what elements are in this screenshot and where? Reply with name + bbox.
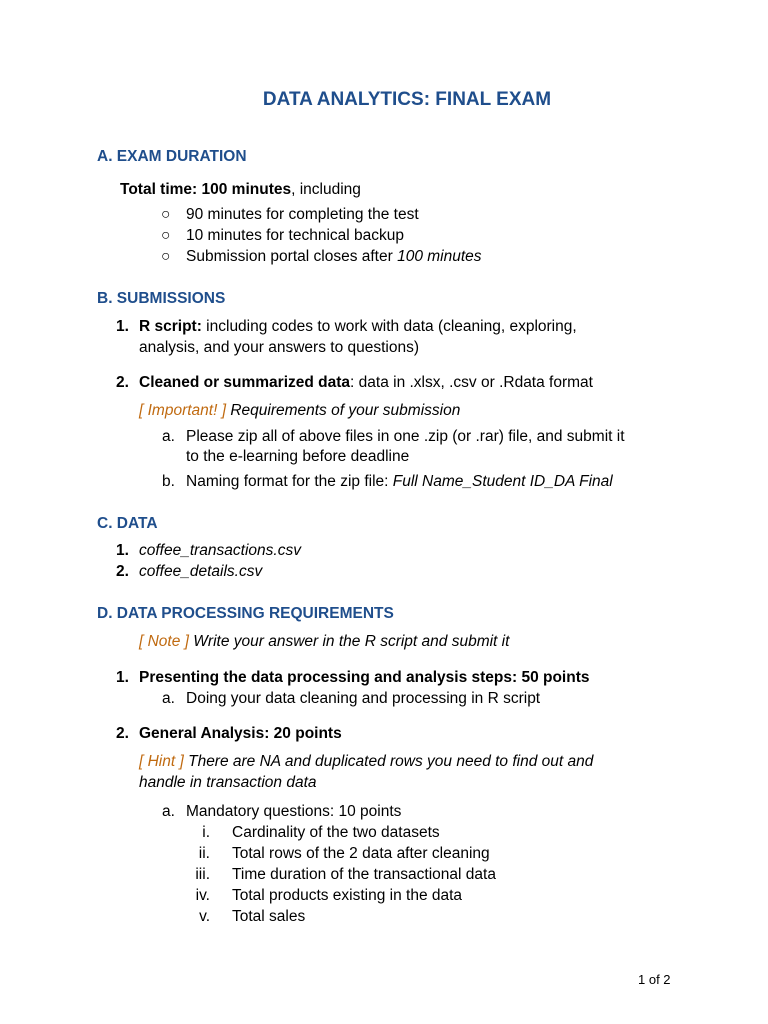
section-d-heading: D. DATA PROCESSING REQUIREMENTS: [97, 605, 394, 622]
r-script-desc: including codes to work with data (cleaning, exploring,: [201, 318, 577, 335]
sub-letter: a.: [162, 428, 175, 445]
note-tag: [ Note ]: [139, 633, 189, 650]
total-time-bold: Total time: 100 minutes: [120, 181, 292, 198]
roman-number: ii.: [198, 845, 210, 862]
question-item: Total sales: [232, 908, 306, 925]
page-number: 1 of 2: [638, 972, 671, 987]
r-script-desc-line2: analysis, and your answers to questions): [139, 339, 420, 356]
section-a-heading: A. EXAM DURATION: [97, 148, 247, 165]
important-note: [139, 401, 460, 421]
question-item: Cardinality of the two datasets: [232, 824, 440, 841]
processing-steps-item: Presenting the data processing and analysis steps: 50 points: [139, 669, 590, 686]
roman-number: iii.: [195, 866, 210, 883]
sub-letter: a.: [162, 803, 175, 820]
list-number: 2.: [116, 374, 129, 391]
naming-format-text: Naming format for the zip file:: [186, 473, 393, 490]
sub-letter: b.: [162, 473, 175, 490]
section-c-heading: C. DATA: [97, 515, 158, 532]
r-script-label: R script:: [139, 318, 202, 335]
zip-instruction: Please zip all of above files in one .zip (or .rar) file, and submit it: [186, 428, 625, 445]
r-script-item: [139, 317, 577, 337]
list-number: 1.: [116, 542, 129, 559]
bullet-italic: 100 minutes: [397, 248, 482, 265]
cleaned-data-label: Cleaned or summarized data: [139, 374, 351, 391]
important-tag: [ Important! ]: [139, 402, 227, 419]
roman-number: v.: [199, 908, 210, 925]
cleaned-data-item: [139, 373, 593, 393]
cleaned-data-desc: : data in .xlsx, .csv or .Rdata format: [350, 374, 593, 391]
file-name: coffee_transactions.csv: [139, 542, 301, 559]
question-item: Time duration of the transactional data: [232, 866, 496, 883]
sub-letter: a.: [162, 690, 175, 707]
note-text: Write your answer in the R script and submit it: [188, 633, 510, 650]
list-number: 2.: [116, 725, 129, 742]
list-number: 1.: [116, 669, 129, 686]
note-line: [139, 632, 509, 652]
page-title: DATA ANALYTICS: FINAL EXAM: [262, 89, 552, 110]
bullet-item: 90 minutes for completing the test: [186, 206, 419, 223]
section-b-heading: B. SUBMISSIONS: [97, 290, 226, 307]
zip-instruction-line2: to the e-learning before deadline: [186, 448, 410, 465]
total-time-line: [120, 180, 361, 200]
hint-text: There are NA and duplicated rows you need to find out and: [183, 753, 594, 770]
list-number: 2.: [116, 563, 129, 580]
total-time-rest: , including: [291, 181, 361, 198]
hint-tag: [ Hint ]: [139, 753, 184, 770]
hint-line2: handle in transaction data: [139, 774, 317, 791]
roman-number: iv.: [195, 887, 210, 904]
general-analysis-item: General Analysis: 20 points: [139, 725, 342, 742]
hint-line: [139, 752, 593, 772]
list-number: 1.: [116, 318, 129, 335]
important-text: Requirements of your submission: [226, 402, 461, 419]
bullet-icon: ○: [161, 227, 171, 244]
bullet-icon: ○: [161, 248, 171, 265]
processing-sub-item: Doing your data cleaning and processing in R script: [186, 690, 541, 707]
file-name: coffee_details.csv: [139, 563, 263, 580]
bullet-icon: ○: [161, 206, 171, 223]
roman-number: i.: [202, 824, 210, 841]
naming-format-italic: Full Name_Student ID_DA Final: [392, 473, 613, 490]
bullet-item: [186, 247, 482, 267]
question-item: Total products existing in the data: [232, 887, 463, 904]
question-item: Total rows of the 2 data after cleaning: [232, 845, 490, 862]
bullet-text: Submission portal closes after: [186, 248, 398, 265]
naming-format: [186, 472, 613, 492]
bullet-item: 10 minutes for technical backup: [186, 227, 404, 244]
mandatory-questions: Mandatory questions: 10 points: [186, 803, 402, 820]
